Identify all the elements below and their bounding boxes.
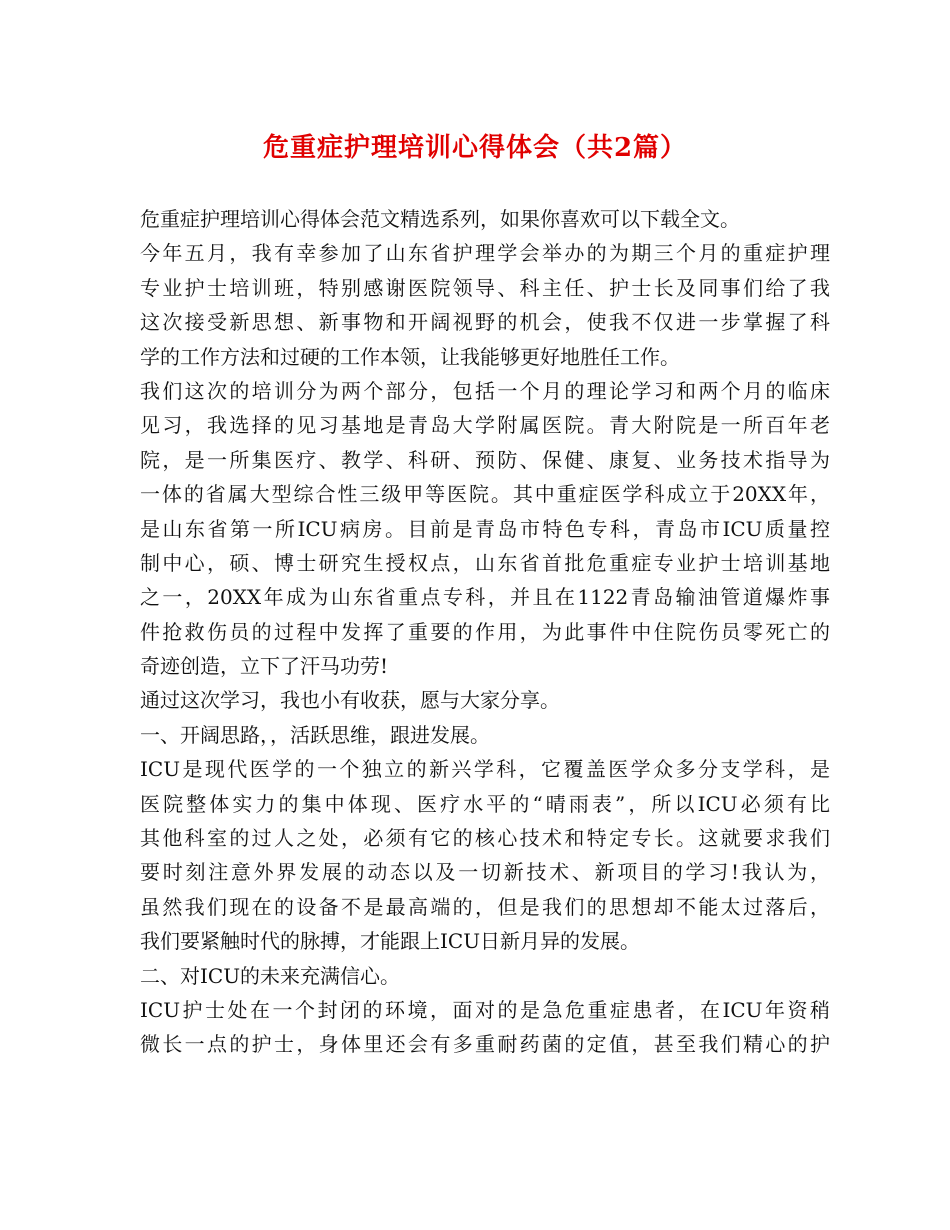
body-line: 要时刻注意外界发展的动态以及一切新技术、新项目的学习!我认为，	[140, 860, 830, 885]
body-line: 这次接受新思想、新事物和开阔视野的机会，使我不仅进一步掌握了科	[140, 310, 830, 335]
body-line: 见习，我选择的见习基地是青岛大学附属医院。青大附院是一所百年老	[140, 413, 830, 438]
body-line: 今年五月，我有幸参加了山东省护理学会举办的为期三个月的重症护理	[140, 241, 830, 266]
body-line: 其他科室的过人之处，必须有它的核心技术和特定专长。这就要求我们	[140, 826, 830, 851]
body-line: 危重症护理培训心得体会范文精选系列，如果你喜欢可以下载全文。	[140, 207, 740, 231]
body-line: 是山东省第一所ICU病房。目前是青岛市特色专科，青岛市ICU质量控	[140, 516, 830, 541]
body-line: ICU护士处在一个封闭的环境，面对的是急危重症患者，在ICU年资稍	[140, 997, 830, 1022]
body-line: 制中心，硕、博士研究生授权点，山东省首批危重症专业护士培训基地	[140, 550, 830, 575]
body-line: 奇迹创造，立下了汗马功劳!	[140, 654, 389, 679]
body-line: 学的工作方法和过硬的工作本领，让我能够更好地胜任工作。	[140, 344, 680, 369]
body-line: 一体的省属大型综合性三级甲等医院。其中重症医学科成立于20XX年，	[140, 482, 830, 507]
body-line: 二、对ICU的未来充满信心。	[140, 963, 401, 988]
body-line: 我们这次的培训分为两个部分，包括一个月的理论学习和两个月的临床	[140, 378, 830, 403]
body-line: 虽然我们现在的设备不是最高端的，但是我们的思想却不能太过落后，	[140, 894, 830, 919]
document-body	[140, 202, 830, 1062]
body-line: 专业护士培训班，特别感谢医院领导、科主任、护士长及同事们给了我	[140, 275, 830, 300]
body-line: 院，是一所集医疗、教学、科研、预防、保健、康复、业务技术指导为	[140, 447, 830, 472]
body-line: 一、开阔思路，，活跃思维，跟进发展。	[140, 722, 490, 747]
body-line: 微长一点的护士，身体里还会有多重耐药菌的定值，甚至我们精心的护	[140, 1032, 830, 1057]
body-line: ICU是现代医学的一个独立的新兴学科，它覆盖医学众多分支学科，是	[140, 757, 830, 782]
body-line: 件抢救伤员的过程中发挥了重要的作用，为此事件中住院伤员零死亡的	[140, 619, 830, 644]
body-line: 之一，20XX年成为山东省重点专科，并且在1122青岛输油管道爆炸事	[140, 585, 830, 610]
body-line: 医院整体实力的集中体现、医疗水平的“晴雨表”，所以ICU必须有比	[140, 791, 830, 816]
body-line: 通过这次学习，我也小有收获，愿与大家分享。	[140, 688, 560, 713]
document-title: 危重症护理培训心得体会（共2篇）	[262, 133, 688, 163]
body-line: 我们要紧触时代的脉搏，才能跟上ICU日新月异的发展。	[140, 929, 641, 954]
